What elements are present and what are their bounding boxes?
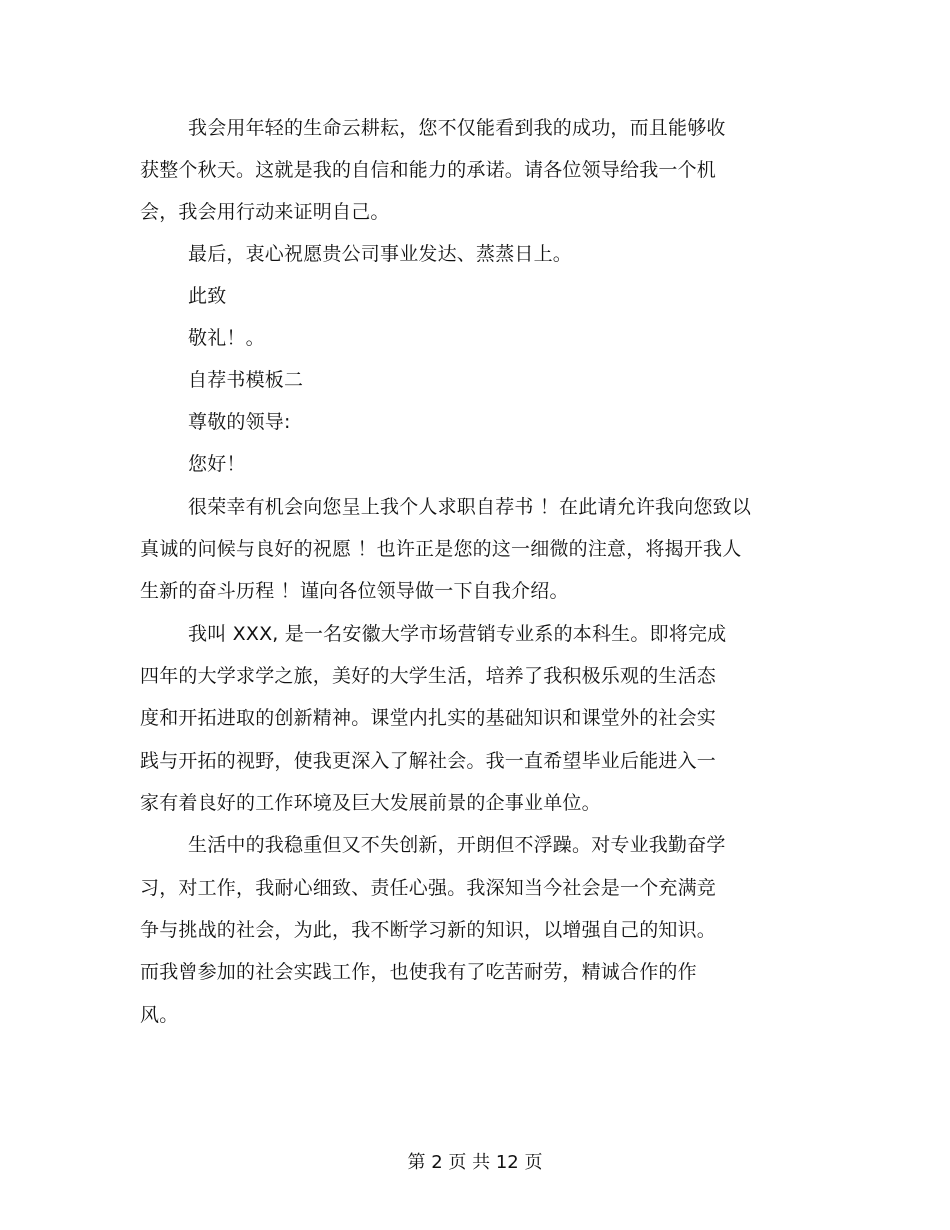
paragraph-line: 最后，衷心祝愿贵公司事业发达、蒸蒸日上。: [188, 243, 573, 265]
paragraph-line: 习，对工作，我耐心细致、责任心强。我深知当今社会是一个充满竞: [140, 877, 717, 899]
paragraph-line: 争与挑战的社会，为此，我不断学习新的知识，以增强自己的知识。: [140, 919, 717, 941]
closing-line: 敬礼！。: [188, 327, 265, 349]
paragraph-line: 我叫 XXX, 是一名安徽大学市场营销专业系的本科生。即将完成: [188, 623, 727, 645]
greeting: 您好！: [188, 453, 246, 475]
page-number-footer: 第 2 页 共 12 页: [407, 1152, 543, 1173]
paragraph-line: 生新的奋斗历程 ！谨向各位领导做一下自我介绍。: [140, 580, 569, 602]
paragraph-line: 而我曾参加的社会实践工作，也使我有了吃苦耐劳，精诚合作的作: [140, 961, 697, 983]
paragraph-line: 四年的大学求学之旅，美好的大学生活，培养了我积极乐观的生活态: [140, 665, 717, 687]
section-title: 自荐书模板二: [188, 369, 304, 391]
paragraph-line: 践与开拓的视野，使我更深入了解社会。我一直希望毕业后能进入一: [140, 750, 717, 772]
salutation: 尊敬的领导:: [188, 411, 291, 433]
paragraph-line: 会，我会用行动来证明自己。: [140, 201, 390, 223]
paragraph-line: 获整个秋天。这就是我的自信和能力的承诺。请各位领导给我一个机: [140, 159, 717, 181]
closing-line: 此致: [188, 285, 227, 307]
paragraph-line: 生活中的我稳重但又不失创新，开朗但不浮躁。对专业我勤奋学: [188, 834, 726, 856]
paragraph-line: 很荣幸有机会向您呈上我个人求职自荐书 ！在此请允许我向您致以: [188, 496, 752, 518]
paragraph-line: 家有着良好的工作环境及巨大发展前景的企事业单位。: [140, 792, 601, 814]
paragraph-line: 度和开拓进取的创新精神。课堂内扎实的基础知识和课堂外的社会实: [140, 707, 717, 729]
paragraph-line: 真诚的问候与良好的祝愿 ！也许正是您的这一细微的注意，将揭开我人: [140, 538, 742, 560]
paragraph-line: 我会用年轻的生命云耕耘，您不仅能看到我的成功，而且能够收: [188, 117, 726, 139]
paragraph-line: 风。: [140, 1004, 179, 1026]
